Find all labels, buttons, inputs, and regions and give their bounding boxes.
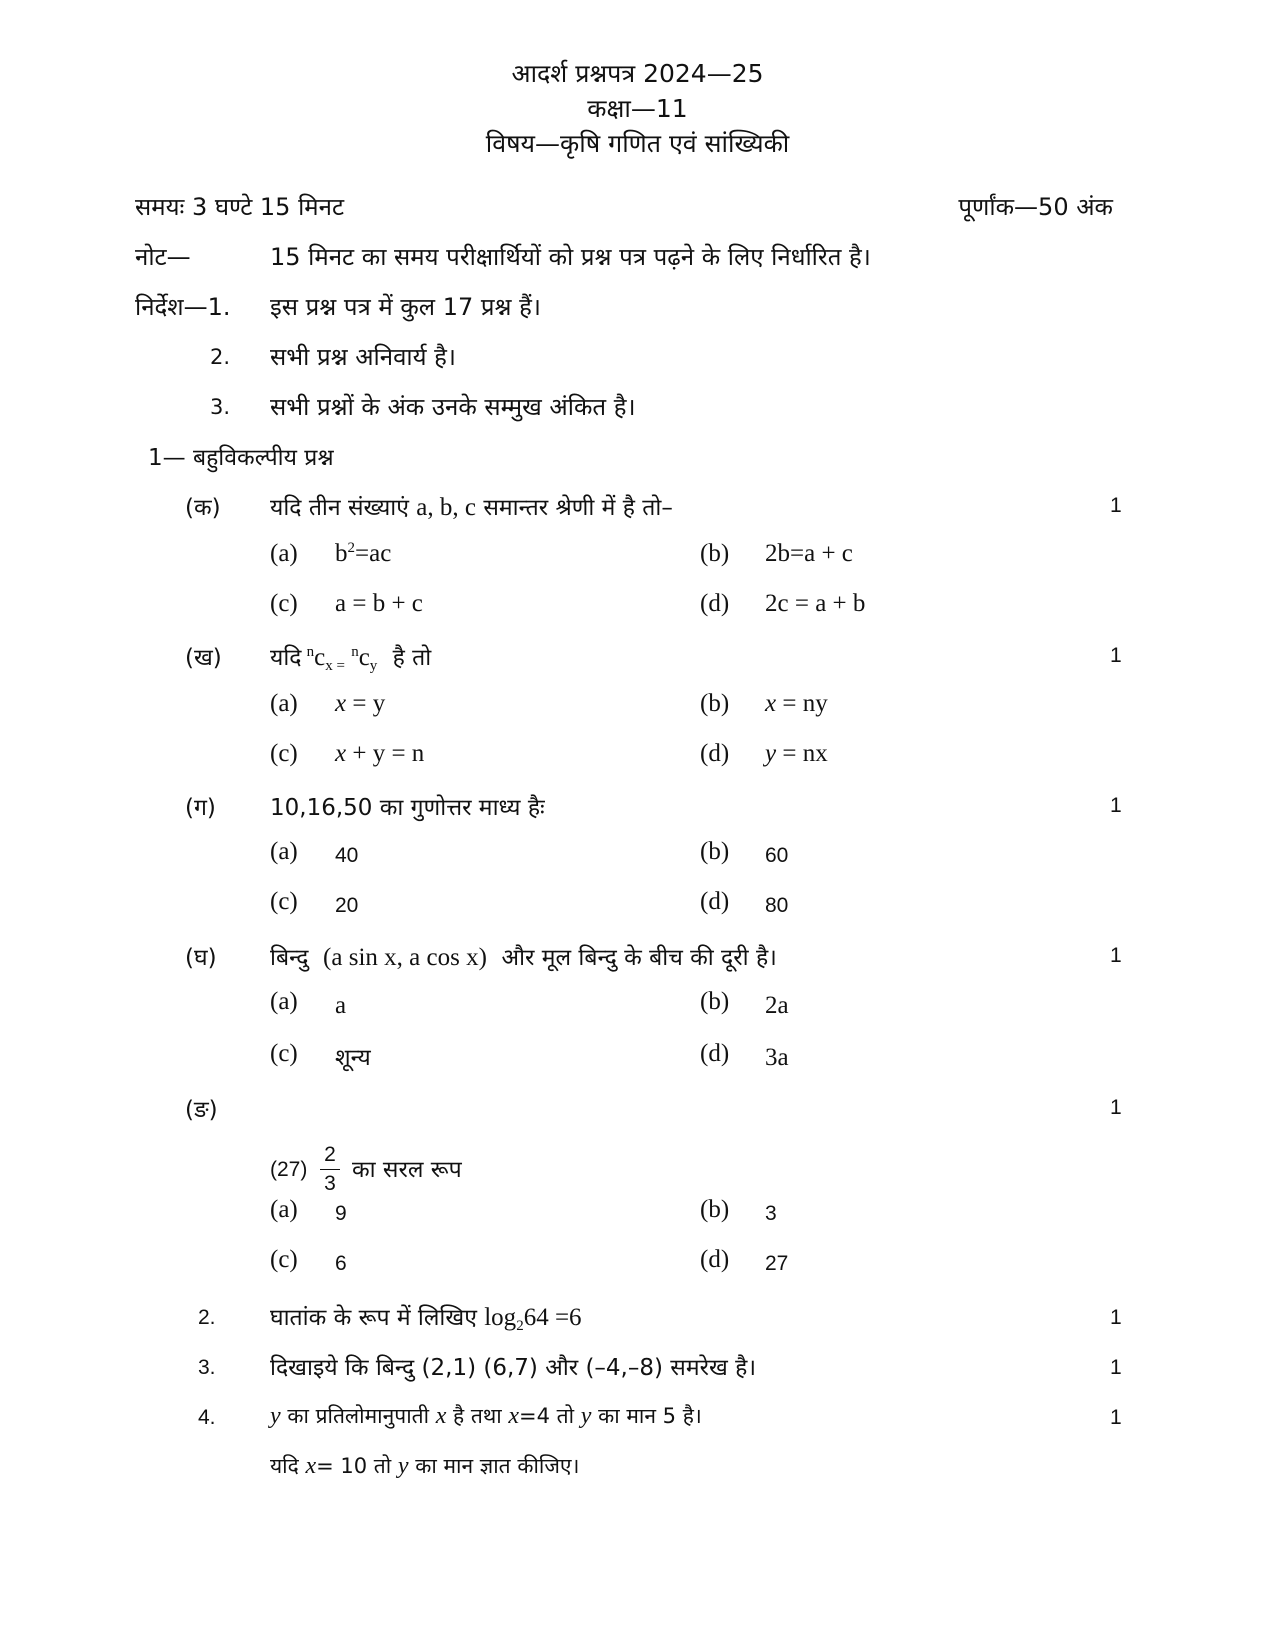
option-label: (b) — [700, 690, 730, 717]
instruction-item: सभी प्रश्नों के अंक उनके सम्मुख अंकित है। — [270, 393, 636, 421]
exponent-fraction — [320, 1143, 340, 1196]
note-text: 15 मिनट का समय परीक्षार्थियों को प्रश्न पत्र पढ़ने के लिए निर्धारित है। — [270, 243, 871, 271]
option-text: a — [335, 992, 347, 1019]
mcq-question: का सरल रूप — [352, 1157, 462, 1183]
question-text: घातांक के रूप में लिखिए $\log_264 =6$ — [270, 1304, 582, 1334]
option-text: 6 — [335, 1252, 347, 1275]
option-text: 2a — [765, 992, 789, 1019]
question-marks: 1 — [1110, 794, 1122, 817]
option-label: (c) — [270, 1246, 298, 1273]
section-title: 1— बहुविकल्पीय प्रश्न — [148, 445, 334, 471]
option-label: (b) — [700, 540, 730, 567]
mcq-question-base: (27) — [270, 1158, 308, 1181]
fraction-denominator: 3 — [324, 1172, 336, 1195]
option-label: (d) — [700, 1246, 730, 1273]
question-marks: 1 — [1110, 1406, 1122, 1429]
option-label: (d) — [700, 1040, 730, 1067]
option-label: (c) — [270, 590, 298, 617]
mcq-question: यदि तीन संख्याएं a, b, c समान्तर श्रेणी में है तो– — [270, 494, 673, 521]
question-marks: 1 — [1110, 1356, 1122, 1379]
option-text: 27 — [765, 1252, 789, 1275]
instruction-number: 3. — [210, 395, 231, 419]
question-number: 4. — [198, 1406, 216, 1429]
option-label: (c) — [270, 1040, 298, 1067]
mcq-question: 10,16,50 का गुणोत्तर माध्य हैः — [270, 795, 545, 821]
option-text: 2c = a + b — [765, 590, 866, 617]
mcq-label: (ख) — [185, 645, 222, 671]
option-label: (b) — [700, 838, 730, 865]
option-text: 40 — [335, 844, 359, 867]
paper-title: आदर्श प्रश्नपत्र 2024—25 — [511, 59, 764, 88]
option-text: 2b=a + c — [765, 540, 853, 567]
class-label: कक्षा—11 — [587, 94, 688, 123]
time-duration: समयः 3 घण्टे 15 मिनट — [135, 193, 345, 221]
option-label: (a) — [270, 690, 298, 717]
question-number: 3. — [198, 1356, 216, 1379]
option-text: 80 — [765, 894, 789, 917]
question-marks: 1 — [1110, 1096, 1122, 1119]
option-text: 60 — [765, 844, 789, 867]
option-label: (a) — [270, 988, 298, 1015]
mcq-label: (क) — [185, 495, 221, 521]
option-text: 20 — [335, 894, 359, 917]
instruction-item: इस प्रश्न पत्र में कुल 17 प्रश्न हैं। — [270, 293, 541, 321]
option-label: (c) — [270, 740, 298, 767]
note-label: नोट— — [135, 243, 191, 271]
option-text: x = y — [335, 690, 386, 717]
instruction-item: सभी प्रश्न अनिवार्य है। — [270, 343, 457, 371]
option-text: 3 — [765, 1202, 777, 1225]
option-text: 3a — [765, 1044, 789, 1071]
subject-label: विषय—कृषि गणित एवं सांख्यिकी — [485, 129, 790, 158]
option-text: 9 — [335, 1202, 347, 1225]
option-text: a = b + c — [335, 590, 423, 617]
question-marks: 1 — [1110, 494, 1122, 517]
question-number: 2. — [198, 1306, 216, 1329]
mcq-label: (ङ) — [185, 1097, 218, 1123]
instructions-label: निर्देश—1. — [135, 293, 231, 321]
option-label: (b) — [700, 988, 730, 1015]
question-text: दिखाइये कि बिन्दु (2,1) (6,7) और (–4,–8) समरेख है। — [270, 1355, 757, 1381]
mcq-question: बिन्दु (a sin x, a cos x) और मूल बिन्दु के बीच की दूरी है। — [270, 944, 777, 971]
mcq-label: (ग) — [185, 795, 216, 821]
option-text: x + y = n — [335, 740, 425, 767]
option-label: (a) — [270, 1196, 298, 1223]
mcq-question: यदि $^nc_{x =}$ $^nc_y$ है तो — [270, 644, 432, 674]
option-label: (c) — [270, 888, 298, 915]
option-label: (a) — [270, 838, 298, 865]
question-text: y का प्रतिलोमानुपाती x है तथा x=4 तो y का मान 5 है। — [270, 1403, 702, 1429]
option-label: (d) — [700, 590, 730, 617]
option-label: (a) — [270, 540, 298, 567]
question-marks: 1 — [1110, 944, 1122, 967]
fraction-numerator: 2 — [324, 1143, 336, 1166]
question-marks: 1 — [1110, 644, 1122, 667]
option-label: (d) — [700, 888, 730, 915]
option-label: (b) — [700, 1196, 730, 1223]
question-text-continued: यदि x= 10 तो y का मान ज्ञात कीजिए। — [270, 1453, 580, 1479]
fraction-bar — [320, 1169, 340, 1170]
instruction-number: 2. — [210, 345, 231, 369]
mcq-label: (घ) — [185, 945, 217, 971]
option-text: x = ny — [765, 690, 828, 717]
max-marks: पूर्णांक—50 अंक — [958, 193, 1113, 221]
option-label: (d) — [700, 740, 730, 767]
option-text: शून्य — [335, 1045, 371, 1071]
option-text: $b^2=ac$ — [335, 540, 392, 567]
option-text: y = nx — [765, 740, 828, 767]
question-marks: 1 — [1110, 1306, 1122, 1329]
